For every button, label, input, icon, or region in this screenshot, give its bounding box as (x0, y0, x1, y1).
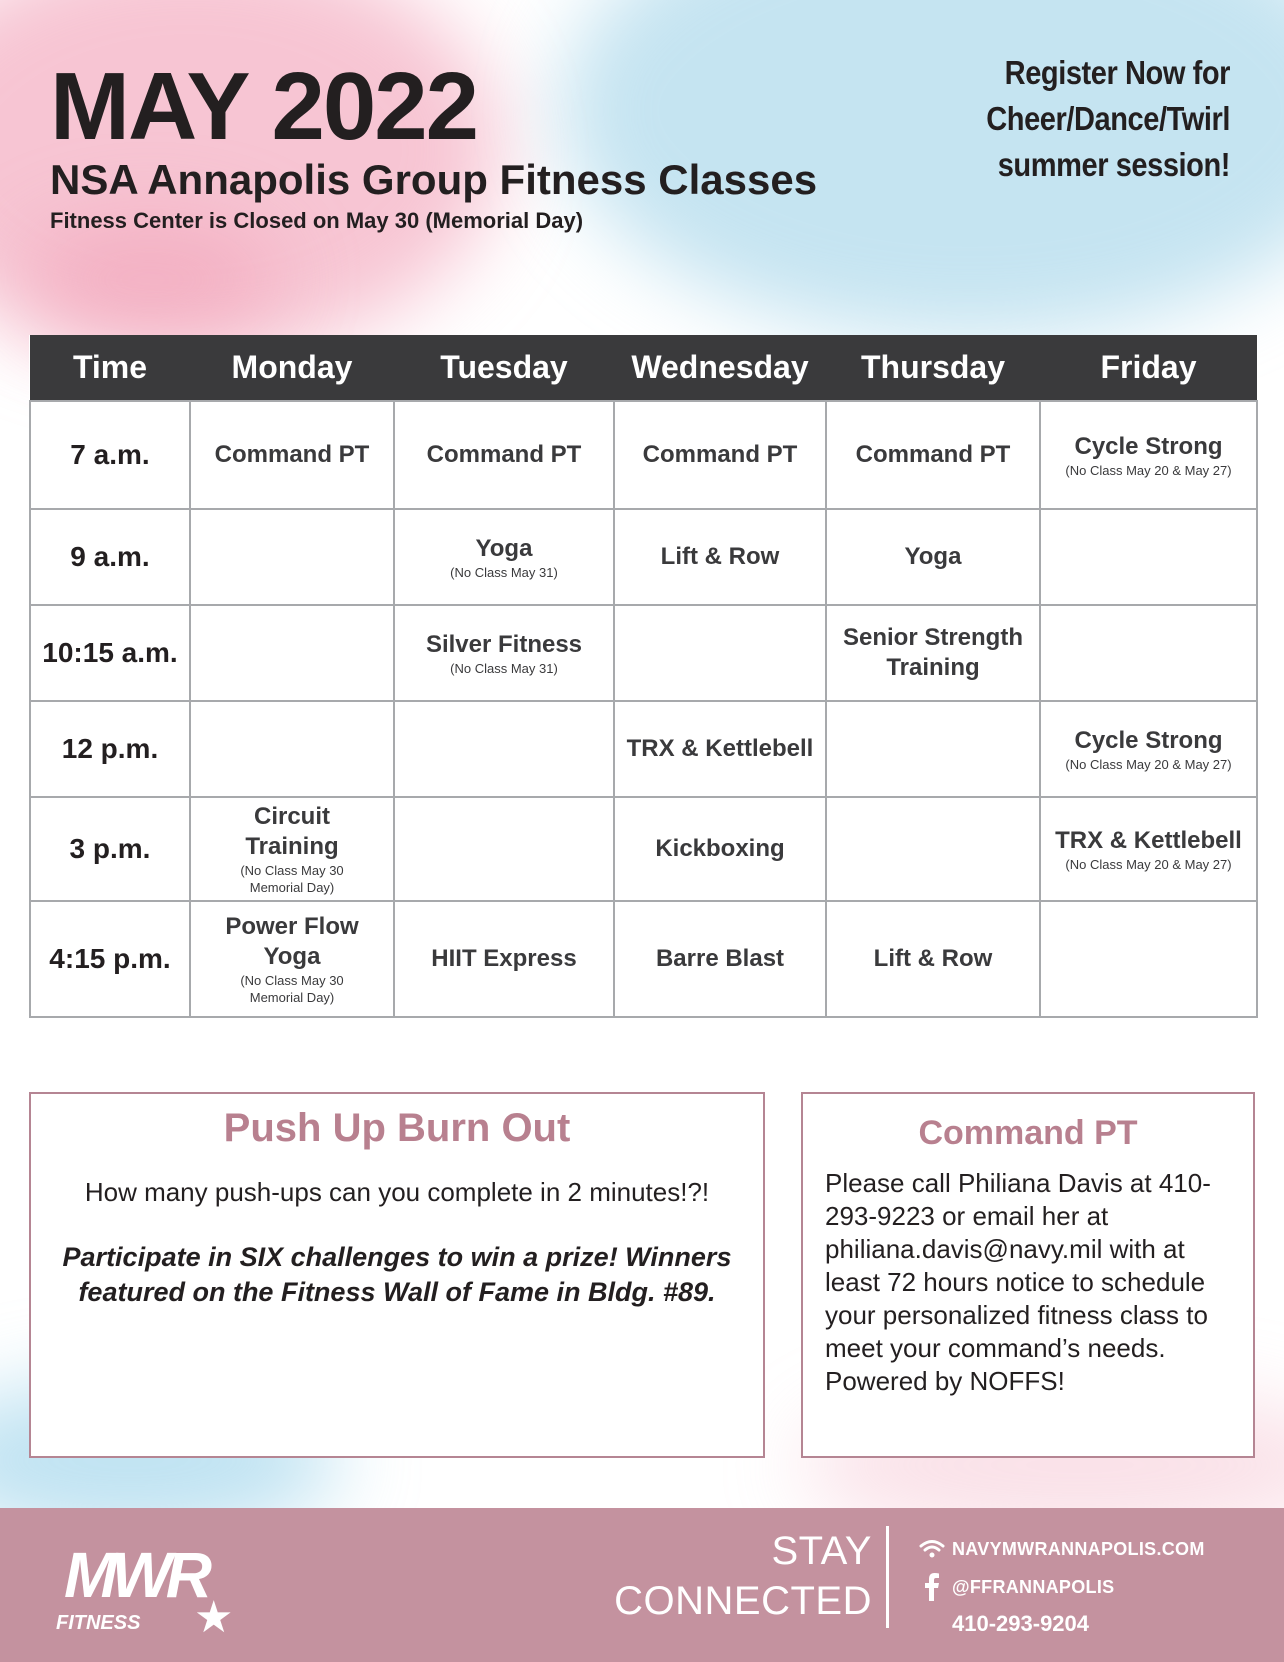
facebook-icon (912, 1573, 952, 1601)
class-cell (614, 401, 826, 509)
column-header-monday: Monday (190, 335, 394, 401)
time-cell: 10:15 a.m. (30, 605, 190, 701)
footer-divider (886, 1526, 889, 1628)
class-cell (826, 605, 1040, 701)
class-cell (190, 701, 394, 797)
mwr-fitness-logo (56, 1540, 246, 1640)
page-subtitle: NSA Annapolis Group Fitness Classes (50, 156, 818, 203)
class-cell (394, 401, 614, 509)
class-note: (No Class May 31) (450, 564, 558, 580)
connected-text: CONNECTED (614, 1579, 872, 1623)
time-cell: 7 a.m. (30, 401, 190, 509)
class-cell (394, 701, 614, 797)
class-name: Yoga (475, 534, 533, 562)
pushup-title: Push Up Burn Out (223, 1106, 571, 1150)
class-name: Cycle Strong (1074, 726, 1223, 754)
class-cell (190, 901, 394, 1017)
class-cell (826, 901, 1040, 1017)
table-row (30, 605, 1257, 701)
stay-text: STAY (771, 1529, 872, 1573)
page-header (50, 53, 818, 234)
table-row (30, 901, 1257, 1017)
table-row (30, 797, 1257, 901)
class-cell (1040, 901, 1257, 1017)
class-cell (190, 401, 394, 509)
class-schedule-table (29, 335, 1258, 1018)
time-cell: 12 p.m. (30, 701, 190, 797)
logo-subtext: FITNESS (56, 1612, 141, 1634)
class-cell (190, 797, 394, 901)
class-name: TRX & Kettlebell (626, 735, 814, 762)
website-link[interactable]: NAVYMWRANNAPOLIS.COM (952, 1538, 1205, 1559)
column-header-tuesday: Tuesday (394, 335, 614, 401)
closed-notice: Fitness Center is Closed on May 30 (Memorial Day) (50, 208, 584, 233)
facebook-link[interactable]: @FFRANNAPOLIS (952, 1576, 1115, 1597)
register-callout (966, 50, 1230, 188)
command-pt-title: Command PT (918, 1114, 1138, 1152)
footer-bar (0, 1508, 1284, 1662)
class-name: Circuit Training (245, 803, 339, 860)
phone-number: 410-293-9204 (952, 1611, 1090, 1636)
class-cell (826, 701, 1040, 797)
class-cell (1040, 797, 1257, 901)
command-pt-body: Please call Philiana Davis at 410-293-9223 or email her at philiana.davis@navy.mil with at least 72 hours notice to schedule your personalized fitness class to meet your command’s needs. Powered by NOFFS! (825, 1168, 1211, 1396)
class-cell (1040, 401, 1257, 509)
class-name: Yoga (904, 543, 962, 570)
time-cell: 9 a.m. (30, 509, 190, 605)
column-header-time: Time (30, 335, 190, 401)
class-cell (394, 797, 614, 901)
register-line: Cheer/Dance/Twirl (986, 100, 1230, 137)
pushup-challenge-text: Participate in SIX challenges to win a prize! Winners featured on the Fitness Wall of Fame in Bldg. #89. (62, 1242, 732, 1307)
class-name: Command PT (426, 441, 582, 468)
register-line: summer session! (997, 146, 1230, 183)
class-name: HIIT Express (431, 945, 577, 972)
class-cell (394, 605, 614, 701)
class-name: Command PT (855, 441, 1011, 468)
time-cell: 4:15 p.m. (30, 901, 190, 1017)
class-name: Lift & Row (873, 945, 993, 972)
class-name: Kickboxing (655, 835, 785, 862)
class-note: (No Class May 30 Memorial Day) (240, 973, 344, 1005)
class-cell (614, 701, 826, 797)
pushup-question: How many push-ups can you complete in 2 minutes!?! (84, 1177, 710, 1207)
class-cell (190, 509, 394, 605)
class-cell (190, 605, 394, 701)
class-name: TRX & Kettlebell (1055, 826, 1242, 854)
class-note: (No Class May 20 & May 27) (1065, 462, 1232, 478)
class-cell (826, 401, 1040, 509)
table-row (30, 701, 1257, 797)
table-header-row (30, 335, 1257, 401)
class-name: Power Flow Yoga (225, 913, 359, 970)
column-header-thursday: Thursday (826, 335, 1040, 401)
class-cell (614, 509, 826, 605)
class-cell (826, 797, 1040, 901)
facebook-row[interactable] (912, 1568, 1205, 1606)
class-cell (614, 901, 826, 1017)
column-header-friday: Friday (1040, 335, 1257, 401)
column-header-wednesday: Wednesday (614, 335, 826, 401)
stay-connected (614, 1526, 872, 1626)
table-row (30, 401, 1257, 509)
class-name: Silver Fitness (425, 630, 583, 658)
class-cell (1040, 701, 1257, 797)
time-cell: 3 p.m. (30, 797, 190, 901)
class-note: (No Class May 20 & May 27) (1065, 856, 1232, 872)
class-note: (No Class May 20 & May 27) (1065, 756, 1232, 772)
logo-wordmark: MWR (64, 1539, 206, 1611)
class-cell (394, 509, 614, 605)
class-name: Senior Strength Training (842, 624, 1023, 681)
class-name: Command PT (642, 441, 798, 468)
class-cell (1040, 509, 1257, 605)
pushup-challenge-box (29, 1092, 765, 1458)
class-cell (614, 605, 826, 701)
class-note: (No Class May 31) (450, 660, 558, 676)
website-row[interactable] (912, 1530, 1205, 1568)
register-line: Register Now for (1004, 54, 1230, 91)
table-row (30, 509, 1257, 605)
class-cell (826, 509, 1040, 605)
social-links (912, 1530, 1205, 1642)
class-name: Cycle Strong (1074, 432, 1223, 460)
class-cell (1040, 605, 1257, 701)
class-cell (394, 901, 614, 1017)
page-title: MAY 2022 (50, 53, 478, 160)
class-name: Barre Blast (655, 945, 785, 972)
class-note: (No Class May 30 Memorial Day) (240, 863, 344, 895)
class-cell (614, 797, 826, 901)
class-name: Command PT (214, 441, 370, 468)
wifi-icon (912, 1539, 952, 1559)
command-pt-box (801, 1092, 1255, 1458)
class-name: Lift & Row (660, 543, 780, 570)
star-icon: ★ (194, 1593, 234, 1642)
